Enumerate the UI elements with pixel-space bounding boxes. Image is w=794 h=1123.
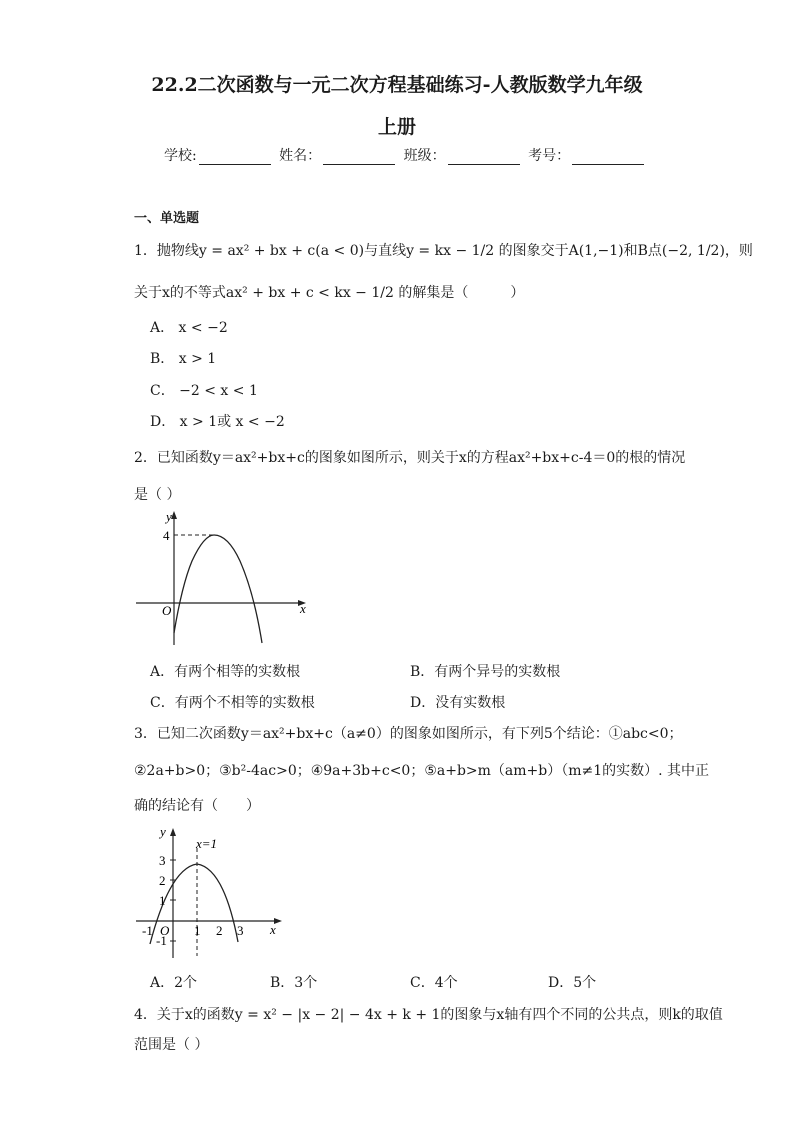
q3-graph bbox=[130, 818, 290, 963]
q2-y-arrow-icon bbox=[171, 511, 177, 519]
q3-option-c[interactable]: C．4个 bbox=[410, 975, 458, 991]
q2-x-label: x bbox=[300, 601, 306, 616]
number-label: 考号： bbox=[528, 148, 571, 164]
class-blank bbox=[448, 150, 520, 165]
q2-line-1: 2．已知函数y＝ax²+bx+c的图象如图所示，则关于x的方程ax²+bx+c-4＝0的根的情况 bbox=[134, 450, 686, 466]
q3-tick-label-x-neg1: -1 bbox=[142, 923, 153, 938]
q1-option-b[interactable]: B． x > 1 bbox=[150, 351, 217, 367]
q2-option-d[interactable]: D．没有实数根 bbox=[410, 695, 506, 711]
q1-option-a[interactable]: A． x < −2 bbox=[150, 320, 228, 336]
name-blank bbox=[323, 150, 395, 165]
q3-axis-label: x=1 bbox=[196, 836, 218, 851]
q2-max-label: 4 bbox=[163, 528, 170, 543]
q3-tick-label-y2: 2 bbox=[159, 873, 166, 888]
class-label: 班级： bbox=[403, 148, 446, 164]
q3-line-3: 确的结论有（ ） bbox=[134, 798, 260, 814]
q3-x-label: x bbox=[270, 922, 276, 937]
q3-tick-label-x3: 3 bbox=[237, 923, 244, 938]
q3-option-b[interactable]: B．3个 bbox=[270, 975, 318, 991]
q1-line-2: 关于x的不等式ax² + bx + c < kx − 1/2 的解集是（ ） bbox=[134, 285, 525, 301]
q2-y-label: y bbox=[166, 509, 172, 524]
number-blank bbox=[572, 150, 644, 165]
q3-y-label: y bbox=[160, 824, 166, 839]
q3-tick-label-y-neg1: -1 bbox=[156, 933, 167, 948]
q3-tick-label-x1: 1 bbox=[194, 923, 201, 938]
q3-y-arrow-icon bbox=[170, 828, 176, 836]
q2-origin-label: O bbox=[162, 603, 172, 618]
school-label: 学校: bbox=[164, 148, 197, 164]
q2-option-a[interactable]: A．有两个相等的实数根 bbox=[150, 664, 301, 680]
q3-option-a[interactable]: A．2个 bbox=[150, 975, 198, 991]
q2-option-c[interactable]: C．有两个不相等的实数根 bbox=[150, 695, 315, 711]
q3-line-2: ②2a+b>0；③b²-4ac>0；④9a+3b+c<0；⑤a+b>m（am+b）（m≠1的实数）. 其中正 bbox=[134, 763, 710, 779]
q1-option-c[interactable]: C． −2 < x < 1 bbox=[150, 383, 258, 399]
q1-option-d[interactable]: D． x > 1或 x < −2 bbox=[150, 414, 285, 430]
q4-line-2: 范围是（ ） bbox=[134, 1037, 209, 1053]
q3-origin-label: O bbox=[160, 923, 170, 938]
q3-option-d[interactable]: D．5个 bbox=[548, 975, 597, 991]
q4-line-1: 4．关于x的函数y = x² − |x − 2| − 4x + k + 1的图象与x轴有四个不同的公共点，则k的取值 bbox=[134, 1007, 723, 1023]
q2-parabola bbox=[174, 535, 262, 643]
q2-option-b[interactable]: B．有两个异号的实数根 bbox=[410, 664, 561, 680]
q3-tick-label-y3: 3 bbox=[159, 853, 166, 868]
q3-line-1: 3．已知二次函数y＝ax²+bx+c（a≠0）的图象如图所示，有下列5个结论：①abc<0； bbox=[134, 726, 683, 742]
q3-tick-label-x2: 2 bbox=[216, 923, 223, 938]
student-info-row bbox=[164, 145, 648, 165]
q2-graph bbox=[130, 505, 315, 650]
title-line-1: 22.2二次函数与一元二次方程基础练习-人教版数学九年级 bbox=[151, 74, 643, 96]
q2-line-2: 是（ ） bbox=[134, 487, 181, 503]
name-label: 姓名： bbox=[279, 148, 322, 164]
section-heading: 一、单选题 bbox=[134, 211, 200, 226]
title-line-2: 上册 bbox=[377, 116, 416, 138]
q1-line-1: 1．抛物线y = ax² + bx + c(a < 0)与直线y = kx − 1/2 的图象交于A(1,−1)和B点(−2, 1/2)，则 bbox=[134, 243, 753, 259]
school-blank bbox=[199, 150, 271, 165]
q3-tick-label-y1: 1 bbox=[159, 893, 166, 908]
